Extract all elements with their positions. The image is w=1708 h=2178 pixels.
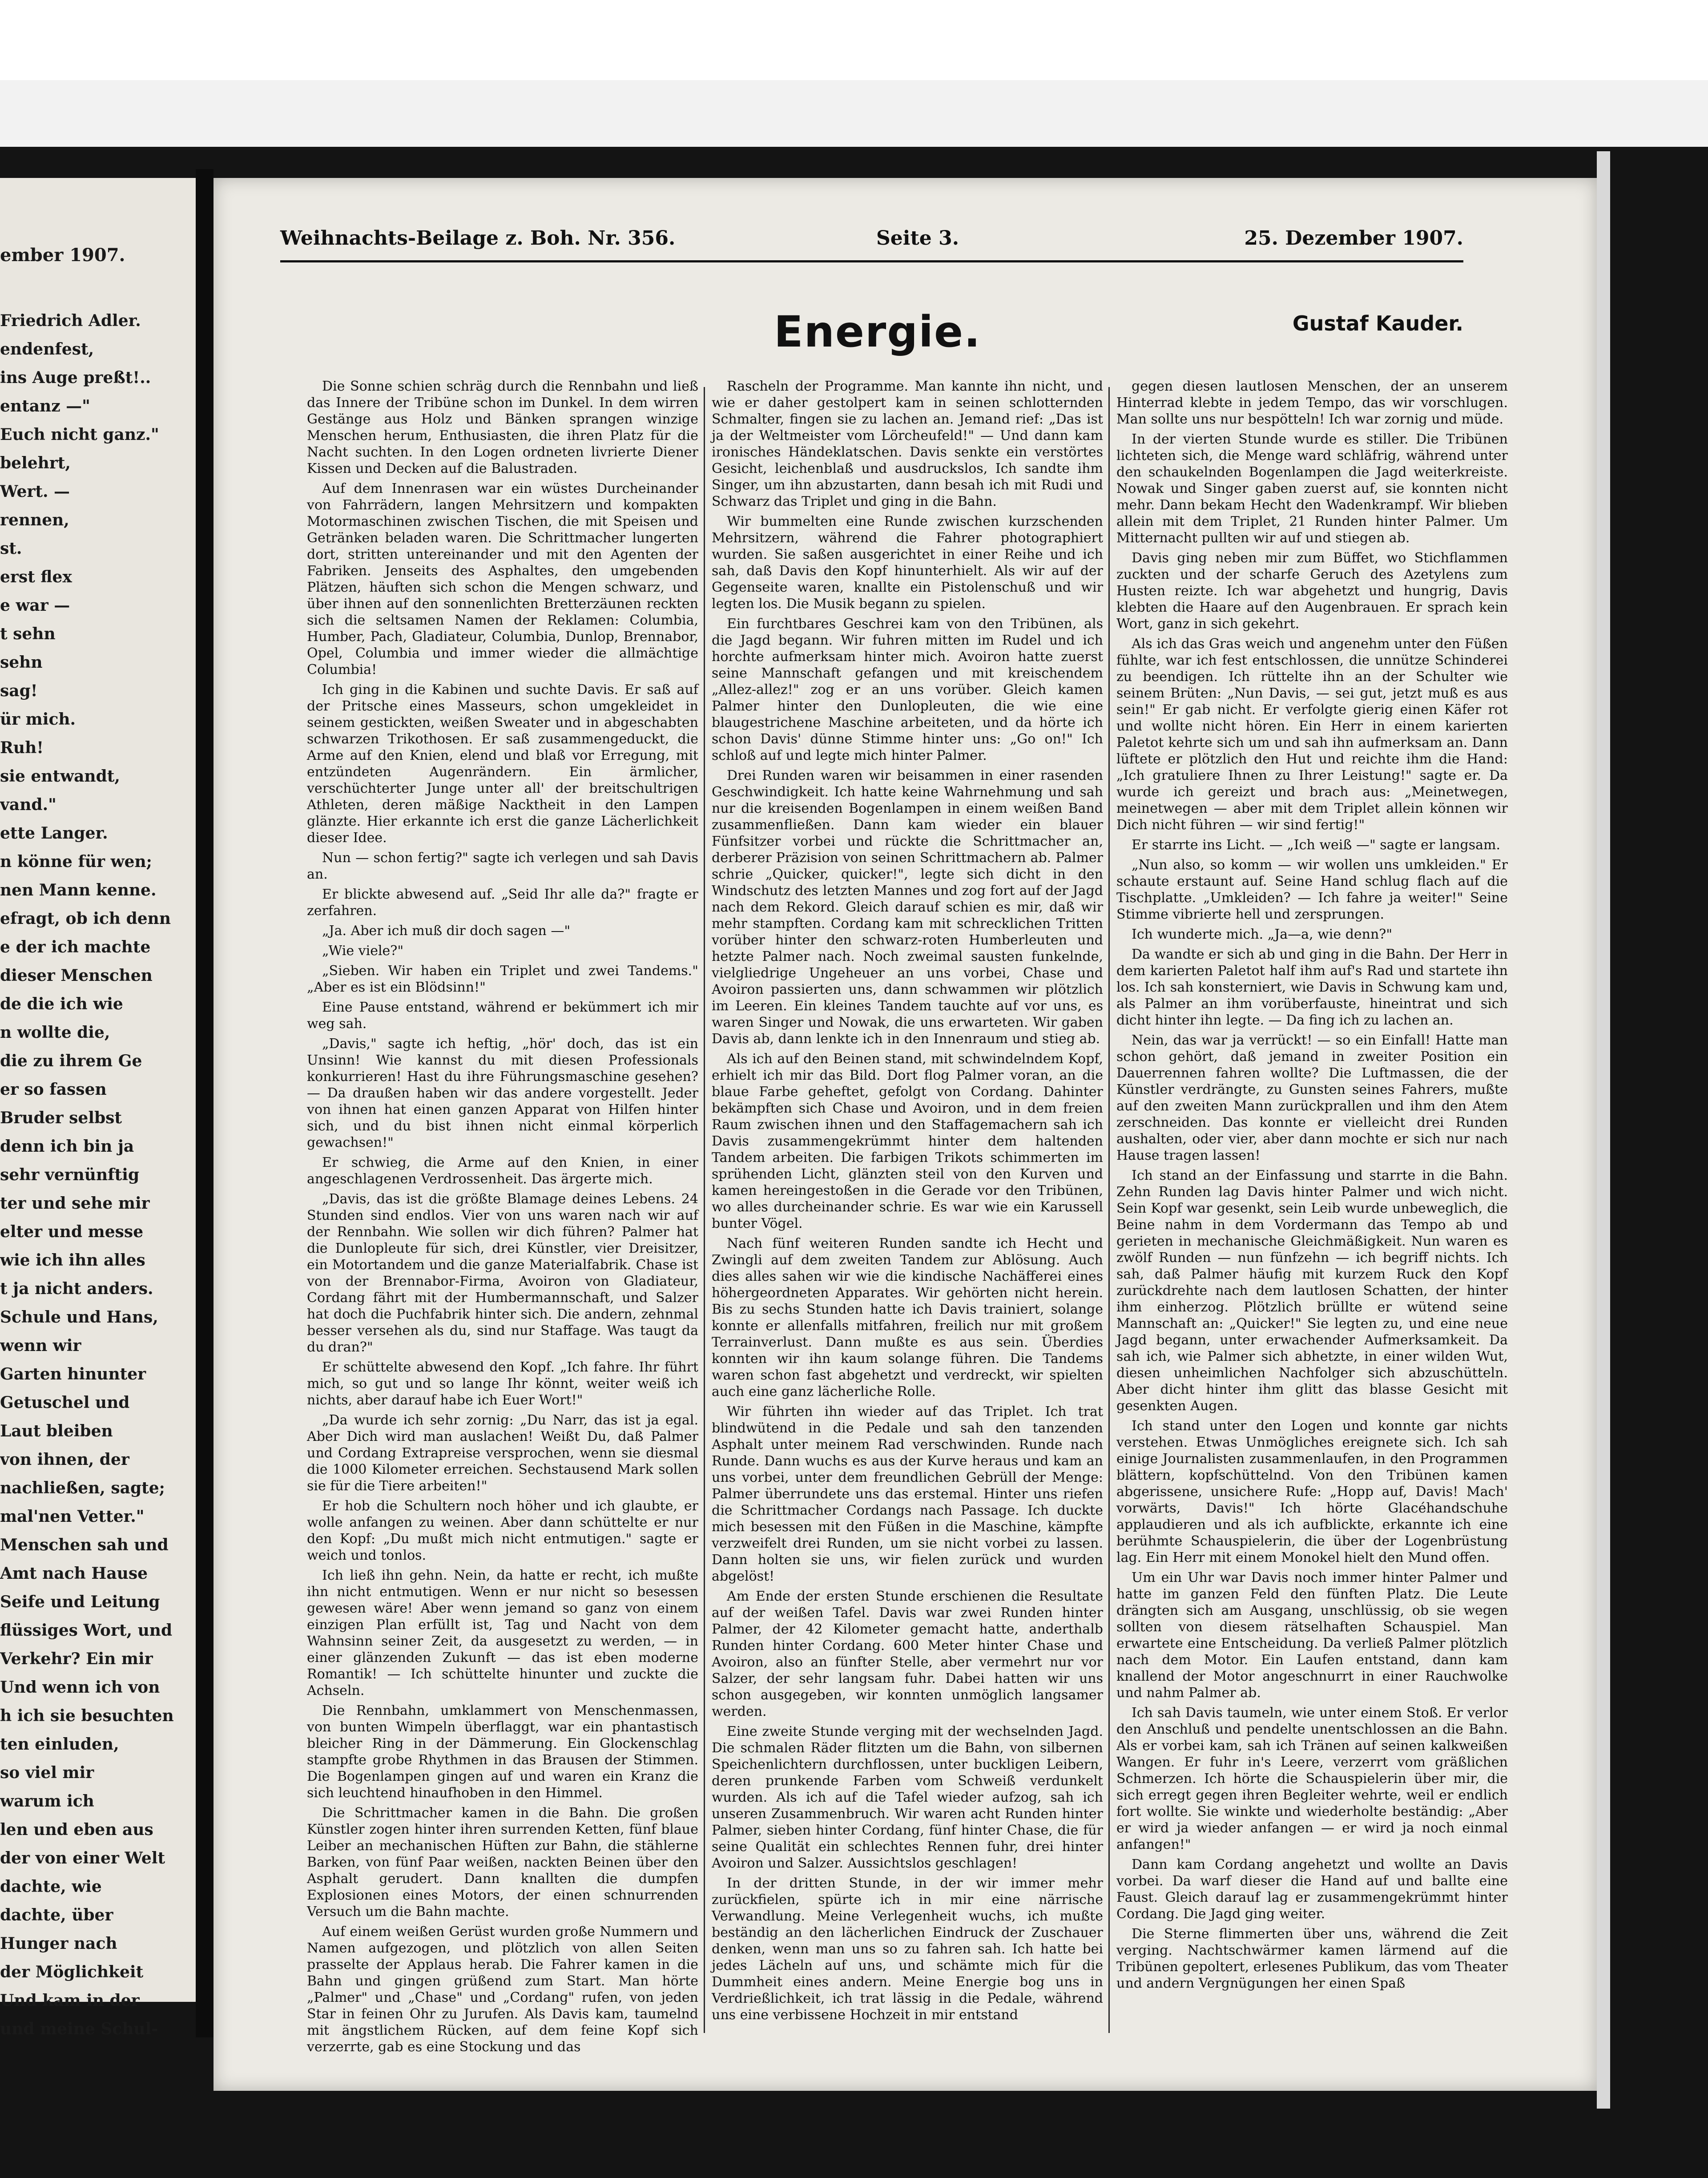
left-page-line: Euch nicht ganz." [0, 425, 159, 444]
left-page-line: sehn [0, 653, 43, 672]
left-page-line: so viel mir [0, 1763, 94, 1782]
left-page-line: ten einluden, [0, 1735, 119, 1754]
left-page-line: belehrt, [0, 454, 71, 472]
header-page-number: Seite 3. [876, 227, 959, 250]
article-paragraph: Ich stand an der Einfassung und starrte in die Bahn. Zehn Runden lag Davis hinter Palmer und wich nicht. Sein Kopf war gesenkt, sein Leib wurde unbeweglich, die Beine nahm in dem Vordermann das Tempo ab und gerieten in mechanische Gleichmäßigkeit. Nun waren es zwölf Runden — nun fünfzehn — ich begriff nichts. Ich sah, daß Palmer häufig mit kurzem Ruck den Kopf zurückdrehte nach dem lautlosen Schatten, der hinter ihm einherzog. Plötzlich brüllte er wütend seine Mannschaft an: „Quicker!" Sie legten zu, und eine neue Jagd begann, unter erwachender Aufmerksamkeit. Da sah ich, wie Palmer sich abhetzte, in einer wilden Wut, diesen unheimlichen Nachfolger sich abzuschütteln. Aber dicht hinter ihm glitt das blasse Gesicht mit gesenkten Augen. [1116, 1168, 1508, 1414]
column-rule [704, 387, 705, 2033]
left-page-line: elter und messe [0, 1222, 144, 1241]
left-page-line: denn ich bin ja [0, 1137, 134, 1156]
column-rule [1108, 387, 1110, 2033]
article-paragraph: Rascheln der Programme. Man kannte ihn nicht, und wie er daher gestolpert kam in seinen schlotternden Schmalter, fingen sie zu lachen an. Jemand rief: „Das ist ja der Weltmeister vom Lörcheufeld!" — Und dann kam ironisches Händeklatschen. Davis senkte ein verstörtes Gesicht, leichenblaß und ausdruckslos, Ich sandte ihm Singer, um ihn abzustarten, dann besah ich mit Rudi und Schwarz das Triplet und ging in die Bahn. [712, 379, 1103, 509]
article-paragraph: Dann kam Cordang angehetzt und wollte an Davis vorbei. Da warf dieser die Hand auf und ballte eine Faust. Gleich darauf lag er zusammengekrümmt hinter Cordang. Die Jagd ging weiter. [1116, 1857, 1508, 1922]
article-paragraph: Die Sonne schien schräg durch die Rennbahn und ließ das Innere der Tribüne schon im Dunkel. In dem wirren Gestänge aus Holz und Bänken sprangen winzige Menschen herum, Enthusiasten, die ihren Platz für die Nacht suchten. In den Logen ordneten livrierte Diener Kissen und Decken auf die Balustraden. [307, 379, 698, 476]
left-page-line: de die ich wie [0, 995, 123, 1013]
left-page-line: dachte, über [0, 1906, 113, 1924]
left-page-line: e war — [0, 596, 70, 615]
page-header [280, 227, 1463, 258]
article-paragraph: In der dritten Stunde, in der wir immer mehr zurückfielen, spürte ich in mir eine närrische Verwandlung. Meine Verlegenheit wuchs, ich mußte beständig an den lächerlichen Eindruck der Zuschauer denken, wenn man uns so zu fahren sah. Ich hatte bei jedes Lächeln auf uns, und schämte mich für die Dummheit eines andern. Meine Energie bog uns in Verdrießlichkeit, ich trat lässig in die Pedale, während uns eine verbissene Hochzeit in mir entstand [712, 1876, 1103, 2023]
article-paragraph: Eine Pause entstand, während er bekümmert ich mir weg sah. [307, 1000, 698, 1032]
left-page-line: Ruh! [0, 738, 44, 757]
left-page-line: Schule und Hans, [0, 1308, 158, 1327]
article-paragraph: „Sieben. Wir haben ein Triplet und zwei Tandems." „Aber es ist ein Blödsinn!" [307, 963, 698, 995]
left-page-fragment [0, 178, 196, 2038]
article-title: Energie. [774, 307, 981, 357]
left-page-line: n wollte die, [0, 1023, 110, 1042]
article-paragraph: Nun — schon fertig?" sagte ich verlegen und sah Davis an. [307, 850, 698, 882]
article-paragraph: Die Schrittmacher kamen in die Bahn. Die großen Künstler zogen hinter ihren surrenden Ketten, fünf blaue Leiber an mechanischen Hüften zur Bahn, die stählerne Barken, von fünf Paar weißen, nackten Beinen über den Asphalt gerudert. Dann knallten die dumpfen Explosionen eines Motors, der einen schnurrenden Versuch um die Bahn machte. [307, 1805, 698, 1920]
left-page-line: Getuschel und [0, 1393, 130, 1412]
article-paragraph: Ich stand unter den Logen und konnte gar nichts verstehen. Etwas Unmögliches ereignete sich. Ich sah einige Journalisten zusammenlaufen, in den Programmen blättern, kopfschüttelnd. Von den Tribünen kamen abgerissene, unsichere Rufe: „Hopp auf, Davis! Mach' vorwärts, Davis!" Ich hörte Glacéhandschuhe applaudieren und als ich aufblickte, erkannte ich eine berühmte Schauspielerin, die über der Logenbrüstung lag. Ein Herr mit einem Monokel hielt den Mund offen. [1116, 1418, 1508, 1565]
article-paragraph: gegen diesen lautlosen Menschen, der an unserem Hinterrad klebte in jedem Tempo, das wir vorschlugen. Man sollte uns nur bespötteln! Ich war zornig und müde. [1116, 379, 1508, 427]
left-page-line: dieser Menschen [0, 966, 153, 985]
article-author: Gustaf Kauder. [1292, 311, 1463, 335]
left-page-line: der von einer Welt [0, 1849, 165, 1867]
left-page-line: Verkehr? Ein mir [0, 1650, 153, 1668]
newspaper-page [214, 178, 1597, 2091]
left-page-line: e der ich machte [0, 938, 151, 956]
header-rule [280, 260, 1463, 262]
left-page-line: Friedrich Adler. [0, 311, 141, 330]
left-page-line: h ich sie besuchten [0, 1706, 174, 1725]
page-edge [1597, 151, 1610, 2109]
article-paragraph: Wir führten ihn wieder auf das Triplet. Ich trat blindwütend in die Pedale und sah den tanzenden Asphalt unter meinem Rad verschwinden. Runde nach Runde. Dann wuchs es aus der Kurve heraus und kam an uns vorbei, unter dem freundlichen Gebrüll der Menge: Palmer überrundete uns das erstemal. Hinter uns riefen die Schrittmacher Cordangs nach Passage. Ich duckte mich besessen mit den Füßen in die Maschine, kämpfte verzweifelt drei Runden, um sie nicht vorbei zu lassen. Dann holten sie uns, wir fielen zurück und wurden abgelöst! [712, 1404, 1103, 1584]
left-page-line: warum ich [0, 1792, 94, 1811]
left-page-line: und meine Schul- [0, 2020, 158, 2038]
article-paragraph: Drei Runden waren wir beisammen in einer rasenden Geschwindigkeit. Ich hatte keine Wahrnehmung und sah nur die kreisenden Bogenlampen in einem weißen Band zusammenfließen. Dann kam wieder ein blauer Fünfsitzer vorbei und rückte die Schrittmacher an, derberer Präzision von seinen Schrittmachern ab. Palmer schrie „Quicker, quicker!", legte sich dicht in den Windschutz des letzten Mannes und zog fort auf der Jagd nach dem Rekord. Gleich darauf schien es mir, daß wir mehr stampften. Cordang kam mit schrecklichen Tritten vorüber hinter den schwarz-roten Humberleuten und hetzte Palmer nach. Noch zweimal sausten funkelnde, vielgliedrige Ungeheuer an uns vorbei, Chase und Avoiron passierten uns, dann schwammen wir plötzlich im Leeren. Ein kleines Tandem tauchte auf vor uns, es waren Singer und Nowak, die uns erwarteten. Wir gaben Davis ab, dann lenkte ich in den Innenraum und stieg ab. [712, 768, 1103, 1047]
left-page-line: Amt nach Hause [0, 1564, 148, 1583]
left-page-line: st. [0, 539, 22, 558]
article-paragraph: Auf dem Innenrasen war ein wüstes Durcheinander von Fahrrädern, langen Mehrsitzern und kompakten Motormaschinen zwischen Tischen, die mit Speisen und Getränken beladen waren. Die Schrittmacher lungerten dort, stritten untereinander und mit den Agenten der Fabriken. Jenseits des Asphaltes, den umgebenden Plätzen, häuften sich schon die Mengen schwarz, und über ihnen auf den sonnenlichten Bretterzäunen reckten sich die seltsamen Namen der Reklamen: Columbia, Humber, Pach, Gladiateur, Columbia, Dunlop, Brennabor, Opel, Columbia und immer wieder die allmächtige Columbia! [307, 481, 698, 678]
article-paragraph: Ich ging in die Kabinen und suchte Davis. Er saß auf der Pritsche eines Masseurs, schon umgekleidet in seinem gestickten, weißen Sweater und in abgeschabten schwarzen Trikothosen. Er saß zusammengeduckt, die Arme auf den Knien, elend und blaß vor Erregung, mit entzündeten Augenrändern. Ein ärmlicher, verschüchterter Junge unter all' der breitschultrigen Athleten, deren mäßige Nacktheit in den Lampen glänzte. Hier erkannte ich erst die ganze Lächerlichkeit dieser Idee. [307, 682, 698, 846]
left-page-line: vand." [0, 795, 56, 814]
article-paragraph: „Wie viele?" [322, 943, 404, 959]
left-page-line: er so fassen [0, 1080, 107, 1099]
left-page-line: nachließen, sagte; [0, 1479, 165, 1497]
article-paragraph: Er starrte ins Licht. — „Ich weiß —" sagte er langsam. [1132, 837, 1501, 853]
left-page-line: mal'nen Vetter." [0, 1507, 145, 1526]
article-paragraph: „Davis," sagte ich heftig, „hör' doch, das ist ein Unsinn! Wie kannst du mit diesen Professionals konkurrieren! Hast du ihre Führungsmaschine gesehen? — Da draußen haben wir das andere vorgestellt. Jeder von ihnen hat einen ganzen Apparat von Hilfen hinter sich, und du bist ihnen nicht einmal körperlich gewachsen!" [307, 1036, 698, 1150]
left-page-line: Menschen sah und [0, 1536, 169, 1554]
left-page-line: die zu ihrem Ge [0, 1052, 142, 1070]
left-page-line: ette Langer. [0, 824, 108, 843]
article-column-1 [307, 378, 698, 2055]
left-page-line: ter und sehe mir [0, 1194, 150, 1213]
left-page-line: von ihnen, der [0, 1450, 129, 1469]
article-paragraph: Ich sah Davis taumeln, wie unter einem Stoß. Er verlor den Anschluß und pendelte unentschlossen an die Bahn. Als er vorbei kam, sah ich Tränen auf seinen kalkweißen Wangen. Er fuhr in's Leere, verzerrt vom gräßlichen Schmerzen. Ich hörte die Schauspielerin über mir, die sich erregt gegen ihren Begleiter wehrte, weil er endlich fort wollte. Sie winkte und wiederholte beständig: „Aber er wird ja wieder anfangen — er wird ja noch einmal anfangen!" [1116, 1705, 1508, 1852]
left-page-line: erst flex [0, 568, 72, 586]
article-paragraph: Um ein Uhr war Davis noch immer hinter Palmer und hatte im ganzen Feld den fünften Platz. Die Leute drängten sich am Ausgang, unschlüssig, ob sie wegen sollten von diesem rätselhaften Schauspiel. Man erwartete eine Entscheidung. Da verließ Palmer plötzlich nach dem Motor. Ein Laufen entstand, dann kam knallend der Motor angeschnurrt in einer Rauchwolke und nahm Palmer ab. [1116, 1570, 1508, 1701]
article-column-3 [1116, 378, 1508, 2042]
article-paragraph: „Da wurde ich sehr zornig: „Du Narr, das ist ja egal. Aber Dich wird man auslachen! Weißt Du, daß Palmer und Cordang Extrapreise versprochen, wenn sie diesmal die 1000 Kilometer erreichen. Sechstausend Mark sollen sie für die Tiere arbeiten!" [307, 1412, 698, 1494]
article-paragraph: „Davis, das ist die größte Blamage deines Lebens. 24 Stunden sind endlos. Vier von uns waren nach wir auf der Rennbahn. Wie sollen wir dich führen? Palmer hat die Dunlopleute für sich, drei Künstler, vier Dreisitzer, ein Motortandem und die ganze Materialfabrik. Chase ist von der Brennabor-Firma, Avoiron von Gladiateur, Cordang fährt mit der Humbermannschaft, und Salzer hat doch die Puchfabrik hinter sich. Die andern, zehnmal besser versehen als du, sind nur Staffage. Was taugt da du dran?" [307, 1191, 698, 1355]
left-page-line: t sehn [0, 625, 56, 643]
left-page-line: ins Auge preßt!.. [0, 368, 151, 387]
left-page-line: Garten hinunter [0, 1365, 146, 1383]
article-paragraph: Wir bummelten eine Runde zwischen kurzschenden Mehrsitzern, während die Fahrer photographiert wurden. Sie saßen ausgerichtet in einer Reihe und ich sah, daß Davis den Kopf hinunterhielt. Als wir auf der Gegenseite waren, knallte ein Pistolenschuß und wir legten los. Die Musik begann zu spielen. [712, 514, 1103, 612]
left-page-line: ür mich. [0, 710, 76, 729]
article-paragraph: Die Sterne flimmerten über uns, während die Zeit verging. Nachtschwärmer kamen lärmend auf die Tribünen gepoltert, erlesenes Publikum, das vom Theater und andern Vergnügungen her einen Spaß [1116, 1926, 1508, 1991]
article-paragraph: Ein furchtbares Geschrei kam von den Tribünen, als die Jagd begann. Wir fuhren mitten im Rudel und ich horchte aufmerksam hinter mich. Avoiron hatte zuerst seine Mannschaft gefangen und mit kreischendem „Allez-allez!" zog er an uns vorüber. Gleich kamen Palmer hinter den Dunlopleuten, die wie eine blaugestrichene Maschine arbeiteten, und da hörte ich schon Davis' dünne Stimme hinter uns: „Go on!" Ich schloß auf und legte mich hinter Palmer. [712, 616, 1103, 763]
article-paragraph: Davis ging neben mir zum Büffet, wo Stichflammen zuckten und der scharfe Geruch des Azetylens zum Husten reizte. Ich war abgehetzt und hungrig, Davis klebten die Haare auf den Augenbrauen. Er sprach kein Wort, ganz in sich gekehrt. [1116, 550, 1508, 632]
left-page-line: Und wenn ich von [0, 1678, 160, 1697]
article-paragraph: Er schwieg, die Arme auf den Knien, in einer angeschlagenen Verdrossenheit. Das ärgerte mich. [307, 1155, 698, 1187]
left-page-line: flüssiges Wort, und [0, 1621, 173, 1640]
left-page-line: wenn wir [0, 1336, 81, 1355]
article-paragraph: Auf einem weißen Gerüst wurden große Nummern und Namen aufgezogen, und plötzlich von allen Seiten prasselte der Applaus herab. Die Fahrer kamen in die Bahn und gingen grüßend zum Start. Man hörte „Palmer" und „Chase" und „Cordang" rufen, von jeden Star in feinen Ohr zu Jurufen. Als Davis kam, taumelnd mit ängstlichem Rücken, auf dem feine Kopf sich verzerrte, gab es eine Stockung und das [307, 1924, 698, 2055]
left-page-line: entanz —" [0, 397, 90, 415]
article-paragraph: „Nun also, so komm — wir wollen uns umkleiden." Er schaute erstaunt auf. Seine Hand schlug flach auf die Tischplatte. „Umkleiden? — Ich fahre ja weiter!" Seine Stimme vibrierte hell und zersprungen. [1116, 857, 1508, 922]
article-column-2 [712, 378, 1103, 2042]
article-paragraph: Er schüttelte abwesend den Kopf. „Ich fahre. Ihr führt mich, so gut und so lange Ihr könnt, weiter weiß ich nichts, aber darauf habe ich Euer Wort!" [307, 1359, 698, 1408]
left-page-line: Bruder selbst [0, 1109, 122, 1127]
article-paragraph: Da wandte er sich ab und ging in die Bahn. Der Herr in dem karierten Paletot half ihm auf's Rad und startete ihn los. Ich sah konsterniert, wie Davis in Schwung kam und, als Palmer an ihm vorüberfauste, hineintrat und sich dicht hinter ihn legte. — Da fing ich zu lachen an. [1116, 947, 1508, 1028]
left-page-line: nen Mann kenne. [0, 881, 157, 899]
article-paragraph: Am Ende der ersten Stunde erschienen die Resultate auf der weißen Tafel. Davis war zwei Runden hinter Palmer, der 42 Kilometer gemacht hatte, anderthalb Runden hinter Cordang. 600 Meter hinter Chase und Avoiron, also an fünfter Stelle, aber vermehrt nur vor Salzer, der sehr langsam fuhr. Dabei hatten wir uns schon ausgegeben, wir konnten unmöglich langsamer werden. [712, 1589, 1103, 1719]
header-supplement: Weihnachts-Beilage z. Boh. Nr. 356. [280, 227, 676, 250]
left-page-line: sehr vernünftig [0, 1166, 140, 1184]
left-page-line: wie ich ihn alles [0, 1251, 145, 1270]
article-paragraph: Er hob die Schultern noch höher und ich glaubte, er wolle anfangen zu weinen. Aber dann schüttelte er nur den Kopf: „Du mußt mich nicht entmutigen." sagte er weich und tonlos. [307, 1498, 698, 1563]
article-paragraph: Eine zweite Stunde verging mit der wechselnden Jagd. Die schmalen Räder flitzten um die Bahn, von silbernen Speichenlichtern durchflossen, unter buckligen Leibern, deren prunkende Farben vom Schweiß verdunkelt wurden. Als ich auf die Tafel wieder aufzog, sah ich unseren Zusammenbruch. Wir waren acht Runden hinter Palmer, sieben hinter Cordang, fünf hinter Chase, die für seine Qualität ein schlechtes Rennen fuhr, drei hinter Avoiron und Salzer. Aussichtslos geschlagen! [712, 1724, 1103, 1871]
left-page-line: len und eben aus [0, 1820, 153, 1839]
left-page-line: n könne für wen; [0, 852, 152, 871]
book-gutter [196, 169, 214, 2037]
article-paragraph: Nach fünf weiteren Runden sandte ich Hecht und Zwingli auf dem zweiten Tandem zur Ablösung. Auch dies alles sahen wir wie die kindische Nachäfferei eines höhergeordneten Apparates. Wir gehörten nicht herein. Bis zu sechs Stunden hatte ich Davis trainiert, solange konnte er allenfalls mitfahren, freilich nur mit großem Terrainverlust. Dann mußte es aus sein. Überdies konnten wir ihn kaum solange führen. Die Tandems waren schon fast abgehetzt und verdreckt, wir spielten auch eine ganz lächerliche Rolle. [712, 1236, 1103, 1400]
article-paragraph: Nein, das war ja verrückt! — so ein Einfall! Hatte man schon gehört, daß jemand in zweiter Position ein Dauerrennen fahren wollte? Die Luftmassen, die der Künstler verdrängte, zu Gunsten seines Fahrers, mußte auf den zweiten Mann zurückprallen und ihm den Atem zerschneiden. Das konnte er vielleicht drei Runden aushalten, oder vier, aber dann mochte er sich nur nach Hause tragen lassen! [1116, 1033, 1508, 1163]
left-page-line: Seife und Leitung [0, 1593, 160, 1611]
header-date: 25. Dezember 1907. [1244, 227, 1463, 250]
article-paragraph: Als ich das Gras weich und angenehm unter den Füßen fühlte, war ich fest entschlossen, die unnütze Schinderei zu beendigen. Ich rüttelte ihn an der Schulter wie seinem Brüten: „Nun Davis, — sei gut, jetzt muß es aus sein!" Er gab nicht. Er verfolgte gierig einen Käfer rot und wollte nicht hören. Ein Herr in einem karierten Paletot kehrte sich um und sah ihn aufmerksam an. Dann lüftete er plötzlich den Hut und reichte ihm die Hand: „Ich gratuliere Ihnen zu Ihrer Leistung!" sagte er. Da wurde ich gereizt und brach aus: „Meinetwegen, meinetwegen — aber mit dem Triplet allein können wir Dich nicht führen — wir sind fertig!" [1116, 636, 1508, 833]
left-page-line: efragt, ob ich denn [0, 909, 171, 928]
left-page-line: sie entwandt, [0, 767, 120, 786]
article-paragraph: Ich ließ ihn gehn. Nein, da hatte er recht, ich mußte ihn nicht entmutigen. Wenn er nur nicht so besessen gewesen wäre! Aber wenn jemand so ganz von einem einzigen Plan erfüllt ist, Tag und Nacht von dem Wahnsinn seiner Zeit, da ausgesetzt zu werden, — in einer glänzenden Zukunft — das ist eben moderne Romantik! — Ich schüttelte hinunter und zuckte die Achseln. [307, 1568, 698, 1698]
scanner-strip [0, 0, 1708, 80]
left-page-line: t ja nicht anders. [0, 1279, 153, 1298]
article-paragraph: Als ich auf den Beinen stand, mit schwindelndem Kopf, erhielt ich mir das Bild. Dort flog Palmer voran, an die blaue Farbe geheftet, gefolgt von Cordang. Dahinter bekämpften sich Chase und Avoiron, und in dem freien Raum zwischen ihnen und den Staffagemachern sah ich Davis zusammengekrümmt hinter dem haltenden Tandem arbeiten. Die farbigen Trikots schimmerten im sprühenden Licht, glänzten steil von den Kurven und kamen hereingestoßen in die Gerade vor den Tribünen, wo alles durcheinander schrie. Es war wie ein Karussell bunter Vögel. [712, 1051, 1103, 1231]
left-page-line: rennen, [0, 511, 69, 529]
article-paragraph: Er blickte abwesend auf. „Seid Ihr alle da?" fragte er zerfahren. [307, 887, 698, 919]
left-page-line: Hunger nach [0, 1934, 117, 1953]
left-page-date: ember 1907. [0, 245, 125, 266]
left-page-line: endenfest, [0, 340, 94, 359]
left-page-line: der Möglichkeit [0, 1963, 144, 1981]
left-page-line: dachte, wie [0, 1877, 102, 1896]
left-page-line: Und kam in der [0, 1991, 140, 2010]
left-page-line: sag! [0, 682, 38, 700]
article-paragraph: In der vierten Stunde wurde es stiller. Die Tribünen lichteten sich, die Menge ward schläfrig, während unter den schaukelnden Bogenlampen die Jagd weiterkreiste. Nowak und Singer gaben zuerst auf, sie konnten nicht mehr. Dann bekam Hecht den Wadenkrampf. Wir blieben allein mit dem Triplet, 21 Runden hinter Palmer. Um Mitternacht pullten wir auf und stiegen ab. [1116, 432, 1508, 546]
article-paragraph: Ich wunderte mich. „Ja—a, wie denn?" [1132, 927, 1393, 942]
left-page-line: Laut bleiben [0, 1422, 113, 1440]
left-page-line: Wert. — [0, 482, 70, 501]
article-paragraph: „Ja. Aber ich muß dir doch sagen —" [322, 923, 571, 939]
article-paragraph: Die Rennbahn, umklammert von Menschenmassen, von bunten Wimpeln überflaggt, war ein phantastisch bleicher Ring in der Dämmerung. Ein Glockenschlag stampfte grobe Rhythmen in das Brausen der Stimmen. Die Bogenlampen gingen auf und waren ein Kranz die sich leuchtend hinaufhoben in den Himmel. [307, 1703, 698, 1801]
